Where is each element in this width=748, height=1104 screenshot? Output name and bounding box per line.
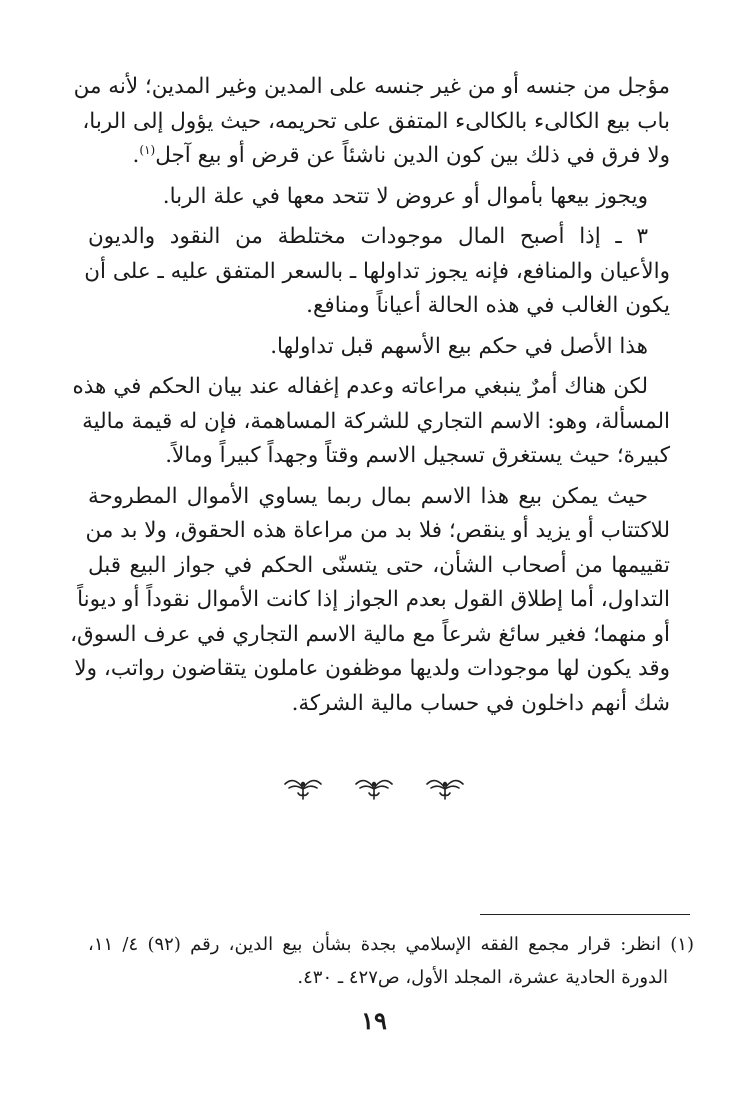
- text-line: شك أنهم داخلون في حساب مالية الشركة.: [291, 690, 670, 716]
- paragraph-5: [72, 370, 670, 474]
- text-line: كبيرة؛ حيث يستغرق تسجيل الاسم وقتاً وجهداً كبيراً ومالاً.: [165, 443, 670, 468]
- text-line: ويجوز بيعها بأموال أو عروض لا تتحد معها في علة الربا.: [162, 183, 648, 209]
- footnote-line: الدورة الحادية عشرة، المجلد الأول، ص٤٢٧ ـ ٤٣٠.: [297, 967, 668, 988]
- footnote-separator: [480, 914, 690, 915]
- footnote-ref[interactable]: (١): [139, 142, 156, 157]
- fleuron-ornament-icon: [281, 776, 325, 802]
- text-line: وقد يكون لها موجودات ولديها موظفون عاملون يتقاضون رواتب، ولا: [74, 656, 670, 681]
- footnote: [88, 928, 694, 994]
- section-divider: [0, 776, 748, 806]
- text-span: .: [132, 143, 140, 168]
- footnote-line: (١) انظر: قرار مجمع الفقه الإسلامي بجدة بشأن بيع الدين، رقم (٩٢) ٤/ ١١،: [88, 934, 694, 955]
- text-line: ٣ ـ إذا أصبح المال موجودات مختلطة من النقود والديون: [88, 224, 648, 249]
- page-number: ١٩: [361, 1006, 387, 1035]
- text-line: هذا الأصل في حكم بيع الأسهم قبل تداولها.: [270, 333, 648, 359]
- text-line: [88, 139, 670, 174]
- text-line: التداول، أما إطلاق القول بعدم الجواز إذا كانت الأموال نقوداً أو ديوناً: [77, 587, 670, 612]
- text-line: أو منهما؛ فغير سائغ شرعاً مع مالية الاسم التجاري في عرف السوق،: [70, 621, 670, 647]
- text-line: للاكتتاب أو يزيد أو ينقص؛ فلا بد من مراعاة هذه الحقوق، ولا بد من: [85, 518, 670, 543]
- text-line: حيث يمكن بيع هذا الاسم بمال ربما يساوي الأموال المطروحة: [88, 483, 648, 509]
- text-line: مؤجل من جنسه أو من غير جنسه على المدين وغير المدين؛ لأنه من: [73, 74, 670, 99]
- text-line: يكون الغالب في هذه الحالة أعياناً ومنافع.: [306, 293, 670, 318]
- paragraph-6: [70, 480, 670, 722]
- fleuron-ornament-icon: [423, 776, 467, 802]
- paragraph-3: [84, 220, 670, 324]
- paragraph-1: [73, 70, 670, 174]
- text-line: تقييمها من أصحاب الشأن، حتى يتسنّى الحكم في جواز البيع قبل: [88, 552, 670, 578]
- paragraph-2: [88, 180, 670, 215]
- text-line: لكن هناك أمرٌ ينبغي مراعاته وعدم إغفاله عند بيان الحكم في هذه: [72, 374, 648, 399]
- text-span: ولا فرق في ذلك بين كون الدين ناشئاً عن قرض أو بيع آجل: [155, 143, 670, 168]
- main-text: [70, 70, 670, 721]
- paragraph-4: [88, 330, 670, 365]
- text-line: المسألة، وهو: الاسم التجاري للشركة المساهمة، فإن له قيمة مالية: [82, 408, 670, 434]
- text-line: باب بيع الكالىء بالكالىء المتفق على تحريمه، حيث يؤول إلى الربا،: [82, 108, 670, 134]
- fleuron-ornament-icon: [352, 776, 396, 802]
- text-line: والأعيان والمنافع، فإنه يجوز تداولها ـ بالسعر المتفق عليه ـ على أن: [84, 258, 670, 284]
